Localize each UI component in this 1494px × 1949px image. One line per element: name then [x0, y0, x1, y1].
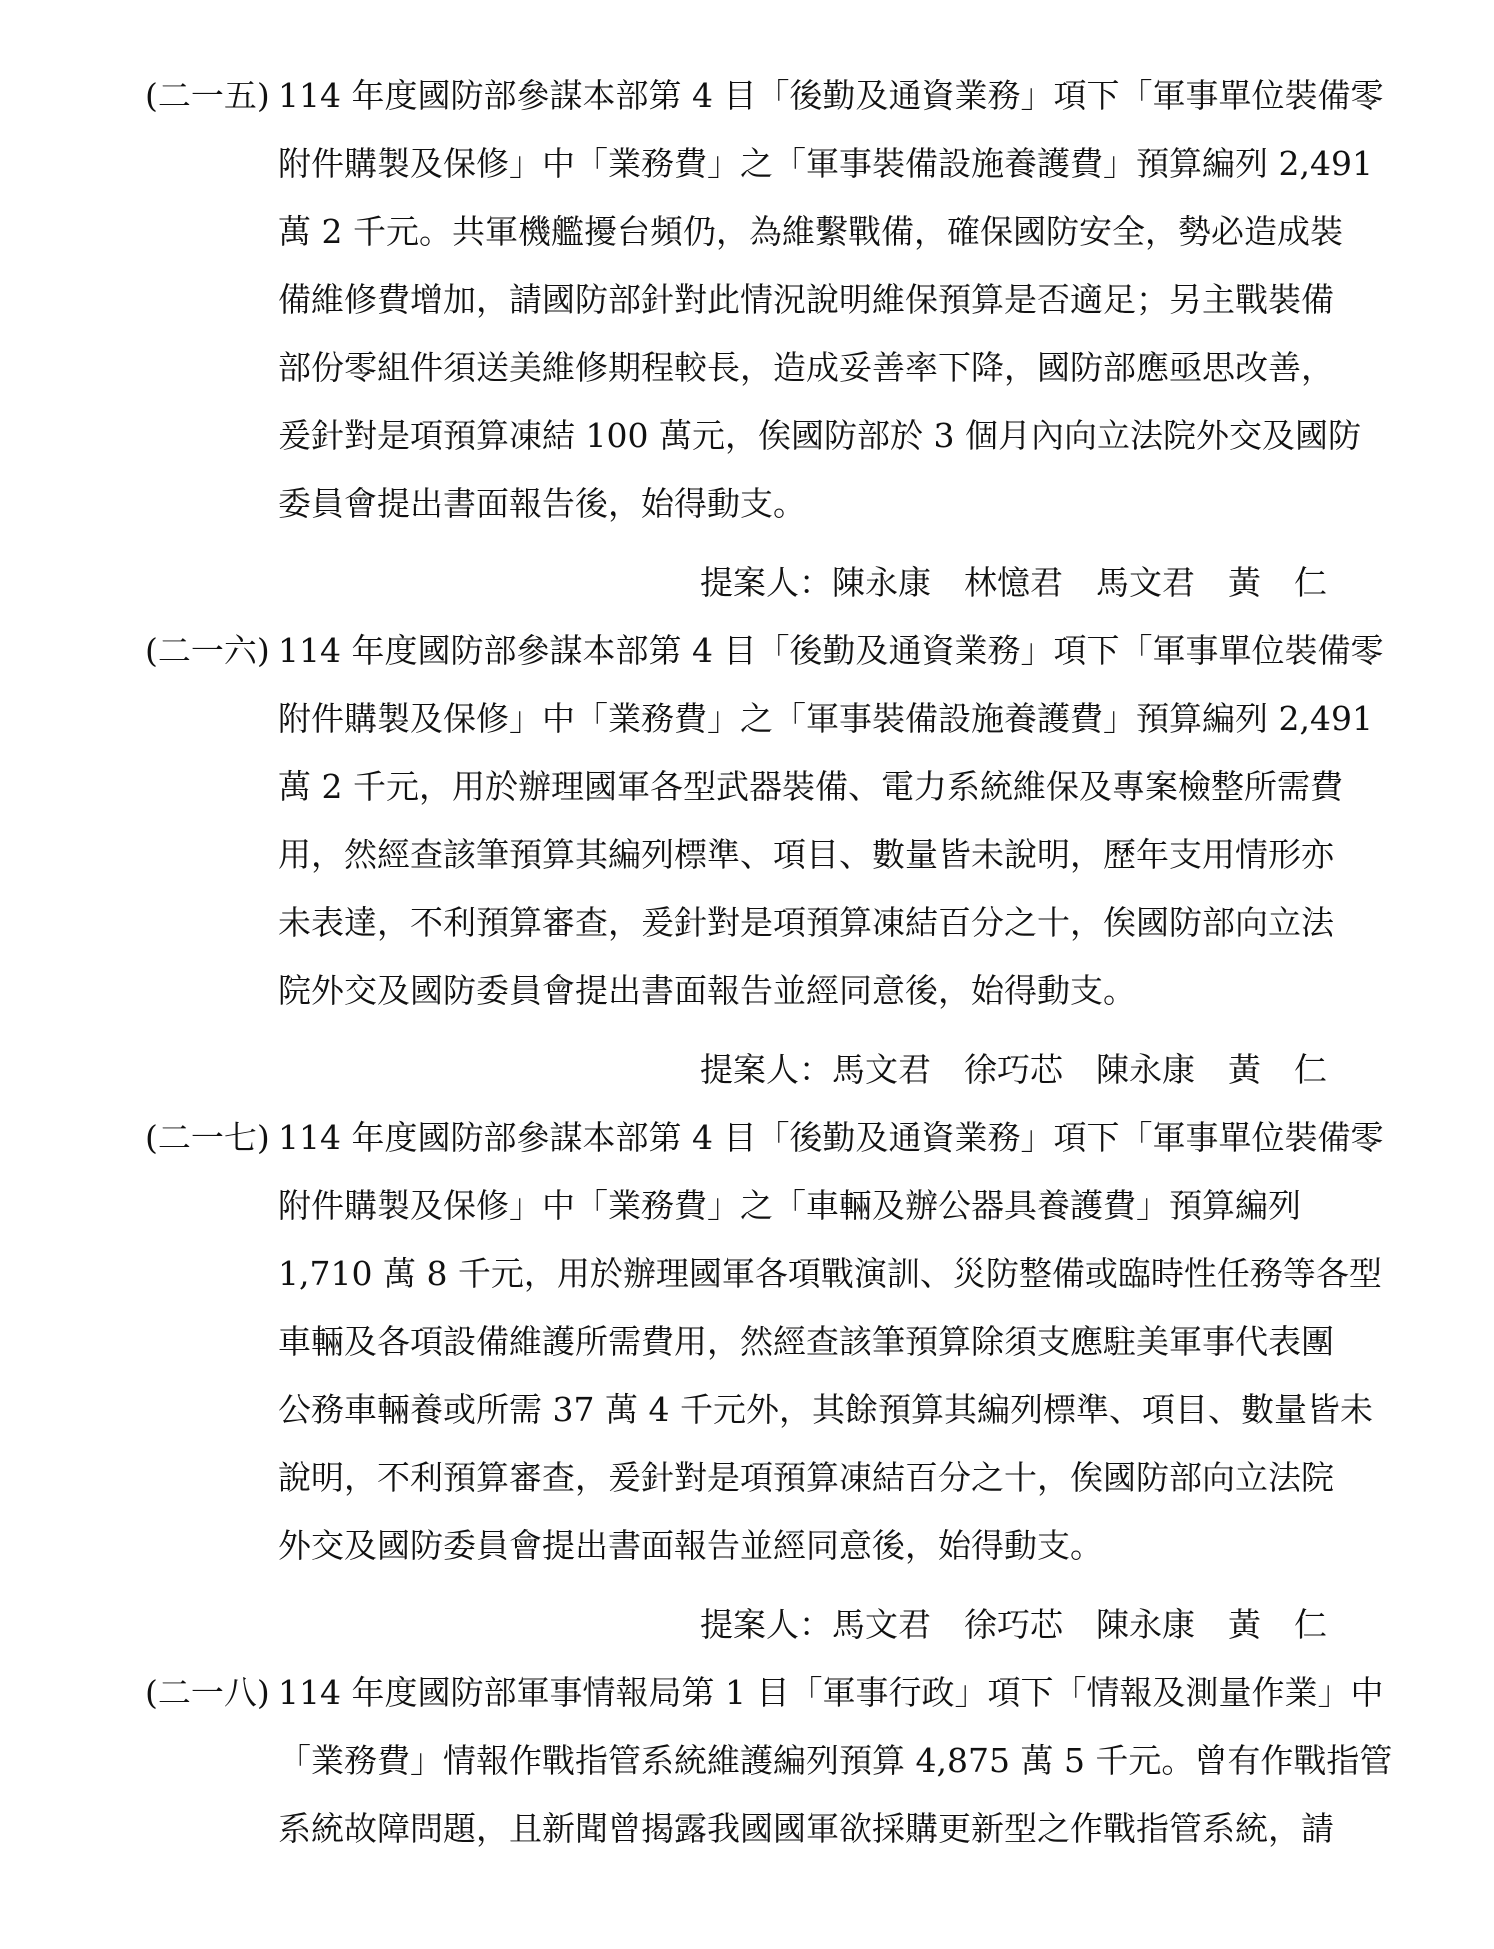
item-text-line: 附件購製及保修」中「業務費」之「車輛及辦公器具養護費」預算編列: [278, 1186, 1301, 1225]
item-text-line: 委員會提出書面報告後，始得動支。: [278, 484, 806, 523]
proposer-line: 提案人：陳永康 林憶君 馬文君 黃 仁: [700, 563, 1327, 602]
item-text-line: 附件購製及保修」中「業務費」之「軍事裝備設施養護費」預算編列 2,491: [278, 144, 1373, 183]
item-text-line: 系統故障問題，且新聞曾揭露我國國軍欲採購更新型之作戰指管系統，請: [278, 1809, 1334, 1848]
item-text-line: 114 年度國防部軍事情報局第 1 目「軍事行政」項下「情報及測量作業」中: [278, 1673, 1384, 1712]
item-text-line: 車輛及各項設備維護所需費用，然經查該筆預算除須支應駐美軍事代表團: [278, 1322, 1334, 1361]
item-text-line: 未表達，不利預算審查，爰針對是項預算凍結百分之十，俟國防部向立法: [278, 903, 1334, 942]
item-text-line: 部份零組件須送美維修期程較長，造成妥善率下降，國防部應亟思改善，: [278, 348, 1334, 387]
item-number: (二一七): [145, 1118, 270, 1157]
item-text-line: 用，然經查該筆預算其編列標準、項目、數量皆未說明，歷年支用情形亦: [278, 835, 1334, 874]
item-text-line: 備維修費增加，請國防部針對此情況說明維保預算是否適足；另主戰裝備: [278, 280, 1334, 319]
item-text-line: 萬 2 千元，用於辦理國軍各型武器裝備、電力系統維保及專案檢整所需費: [278, 767, 1343, 806]
item-text-line: 說明，不利預算審查，爰針對是項預算凍結百分之十，俟國防部向立法院: [278, 1458, 1334, 1497]
item-text-line: 「業務費」情報作戰指管系統維護編列預算 4,875 萬 5 千元。曾有作戰指管: [278, 1741, 1393, 1780]
item-text-line: 1,710 萬 8 千元，用於辦理國軍各項戰演訓、災防整備或臨時性任務等各型: [278, 1254, 1382, 1293]
item-text-line: 114 年度國防部參謀本部第 4 目「後勤及通資業務」項下「軍事單位裝備零: [278, 631, 1384, 670]
item-number: (二一五): [145, 76, 270, 115]
item-text-line: 萬 2 千元。共軍機艦擾台頻仍，為維繫戰備，確保國防安全，勢必造成裝: [278, 212, 1343, 251]
proposer-line: 提案人：馬文君 徐巧芯 陳永康 黃 仁: [700, 1605, 1327, 1644]
proposer-line: 提案人：馬文君 徐巧芯 陳永康 黃 仁: [700, 1050, 1327, 1089]
item-text-line: 114 年度國防部參謀本部第 4 目「後勤及通資業務」項下「軍事單位裝備零: [278, 1118, 1384, 1157]
item-text-line: 院外交及國防委員會提出書面報告並經同意後，始得動支。: [278, 971, 1136, 1010]
item-number: (二一六): [145, 631, 270, 670]
item-text-line: 114 年度國防部參謀本部第 4 目「後勤及通資業務」項下「軍事單位裝備零: [278, 76, 1384, 115]
item-text-line: 外交及國防委員會提出書面報告並經同意後，始得動支。: [278, 1526, 1103, 1565]
item-text-line: 附件購製及保修」中「業務費」之「軍事裝備設施養護費」預算編列 2,491: [278, 699, 1373, 738]
item-number: (二一八): [145, 1673, 270, 1712]
item-text-line: 公務車輛養或所需 37 萬 4 千元外，其餘預算其編列標準、項目、數量皆未: [278, 1390, 1373, 1429]
item-text-line: 爰針對是項預算凍結 100 萬元，俟國防部於 3 個月內向立法院外交及國防: [278, 416, 1361, 455]
